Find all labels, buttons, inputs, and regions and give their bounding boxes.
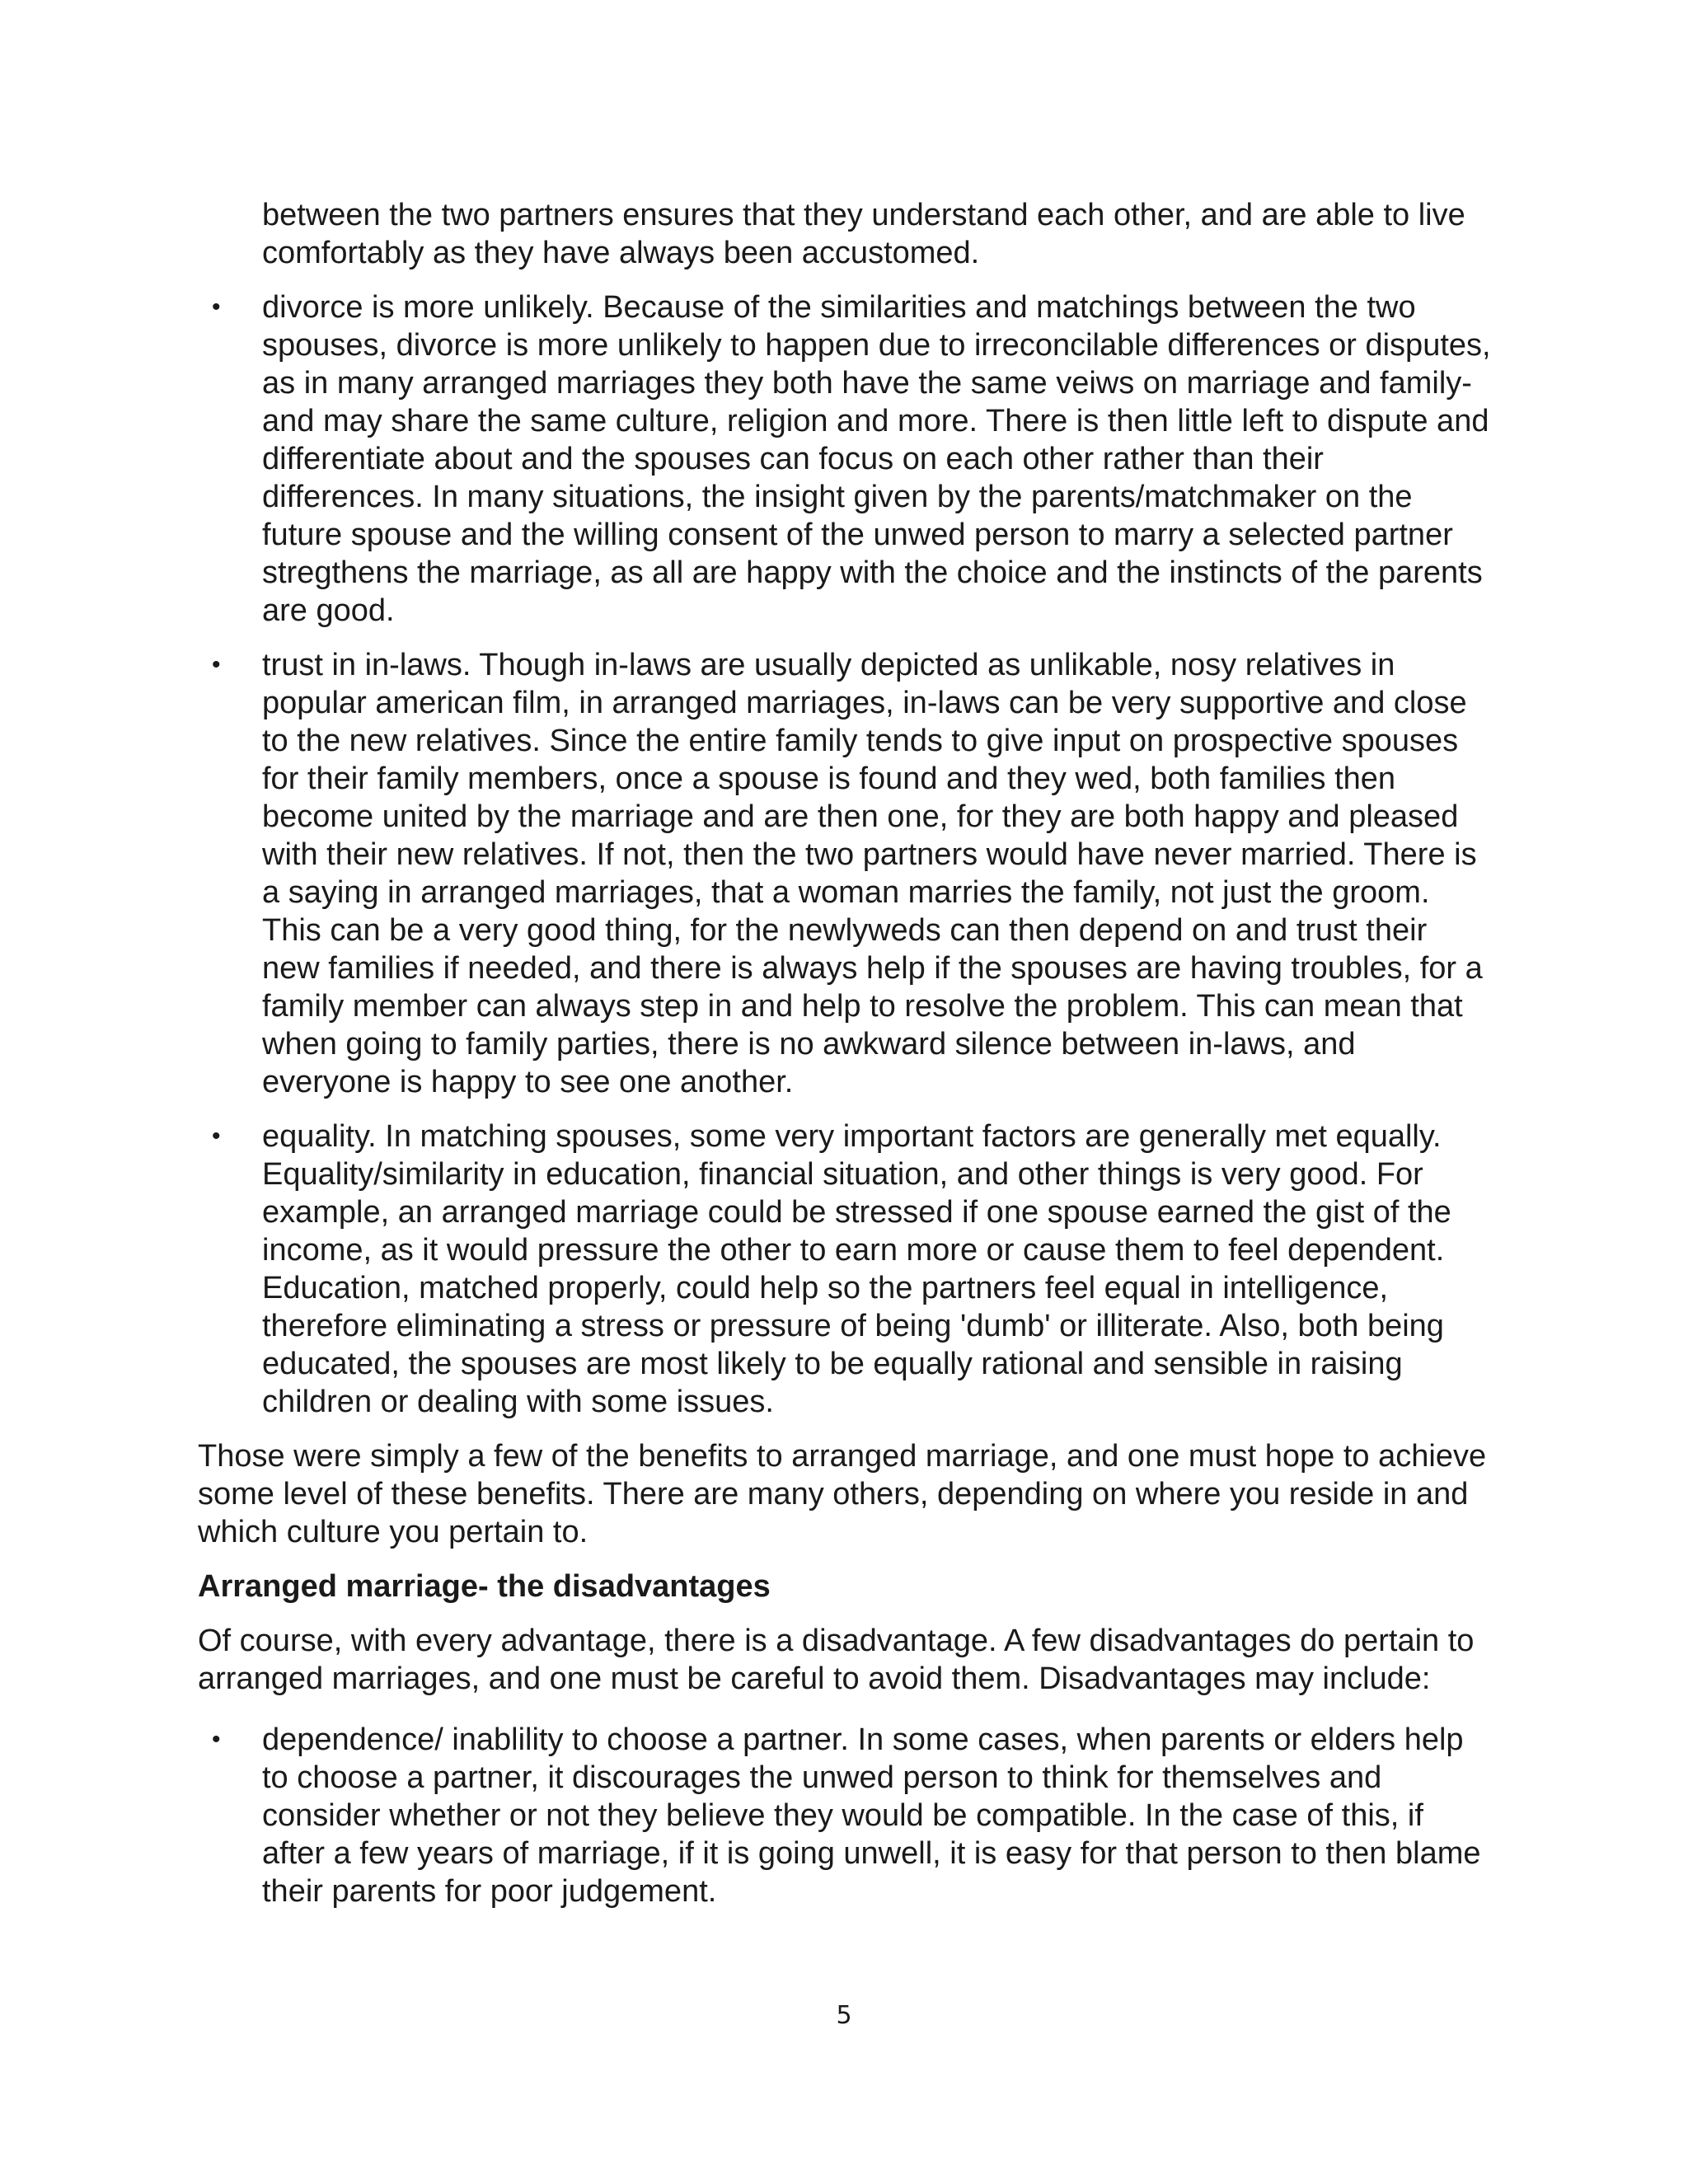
list-item-text: equality. In matching spouses, some very important factors are generally met equally. Equality/similarity in education, financial situation, and other things is very good. For example, an arranged marriage could be stressed if one spouse earned the gist of the income, as it would pressure the other to earn more or cause them to feel dependent. Education, matched properly, could help so the partners feel equal in intelligence, therefore eliminating a stress or pressure of being 'dumb' or illiterate. Also, both being educated, the spouses are most likely to be equally rational and sensible in raising children or dealing with some issues. (262, 1119, 1451, 1419)
list-item-text: dependence/ inablility to choose a partner. In some cases, when parents or elders help to choose a partner, it discourages the unwed person to think for themselves and consider whether or not they believe they would be compatible. In the case of this, if after a few years of marriage, if it is going unwell, it is easy for that person to then blame their parents for poor judgement. (262, 1722, 1481, 1909)
advantages-list (198, 288, 1492, 1421)
bullet-icon: • (212, 651, 221, 678)
list-item (198, 1118, 1492, 1421)
list-item (198, 1721, 1492, 1910)
list-item (198, 646, 1492, 1101)
bullet-icon: • (212, 1122, 221, 1150)
summary-paragraph: Those were simply a few of the benefits to arranged marriage, and one must hope to achieve some level of these benefits. There are many others, depending on where you reside in and which culture you pertain to. (198, 1439, 1487, 1549)
intro-paragraph: Of course, with every advantage, there is a disadvantage. A few disadvantages do pertain to arranged marriages, and one must be careful to avoid them. Disadvantages may include: (198, 1624, 1475, 1696)
list-item (198, 288, 1492, 630)
list-item-text: trust in in-laws. Though in-laws are usually depicted as unlikable, nosy relatives in popular american film, in arranged marriages, in-laws can be very supportive and close to the new relatives. Since the entire family tends to give input on prospective spouses for their family members, once a spouse is found and they wed, both families then become united by the marriage and are then one, for they are both happy and pleased with their new relatives. If not, then the two partners would have never married. There is a saying in arranged marriages, that a woman marries the family, not just the groom. This can be a very good thing, for the newlyweds can then depend on and trust their new families if needed, and there is always help if the spouses are having troubles, for a family member can always step in and help to resolve the problem. This can mean that when going to family parties, there is no awkward silence between in-laws, and everyone is happy to see one another. (262, 648, 1483, 1099)
bullet-icon: • (212, 293, 221, 321)
continuation-paragraph: between the two partners ensures that they understand each other, and are able to live comfortably as they have always been accustomed. (262, 198, 1465, 270)
list-item-text: divorce is more unlikely. Because of the similarities and matchings between the two spouses, divorce is more unlikely to happen due to irreconcilable differences or disputes, as in many arranged marriages they both have the same veiws on marriage and family- and may share the same culture, religion and more. There is then little left to dispute and differentiate about and the spouses can focus on each other rather than their differences. In many situations, the insight given by the parents/matchmaker on the future spouse and the willing consent of the unwed person to marry a selected partner stregthens the marriage, as all are happy with the choice and the instincts of the parents are good. (262, 290, 1491, 628)
section-heading: Arranged marriage- the disadvantages (198, 1569, 771, 1604)
body-text (198, 196, 1492, 1910)
bullet-icon: • (212, 1726, 221, 1753)
page-number: 5 (836, 2001, 852, 2030)
disadvantages-list (198, 1721, 1492, 1910)
